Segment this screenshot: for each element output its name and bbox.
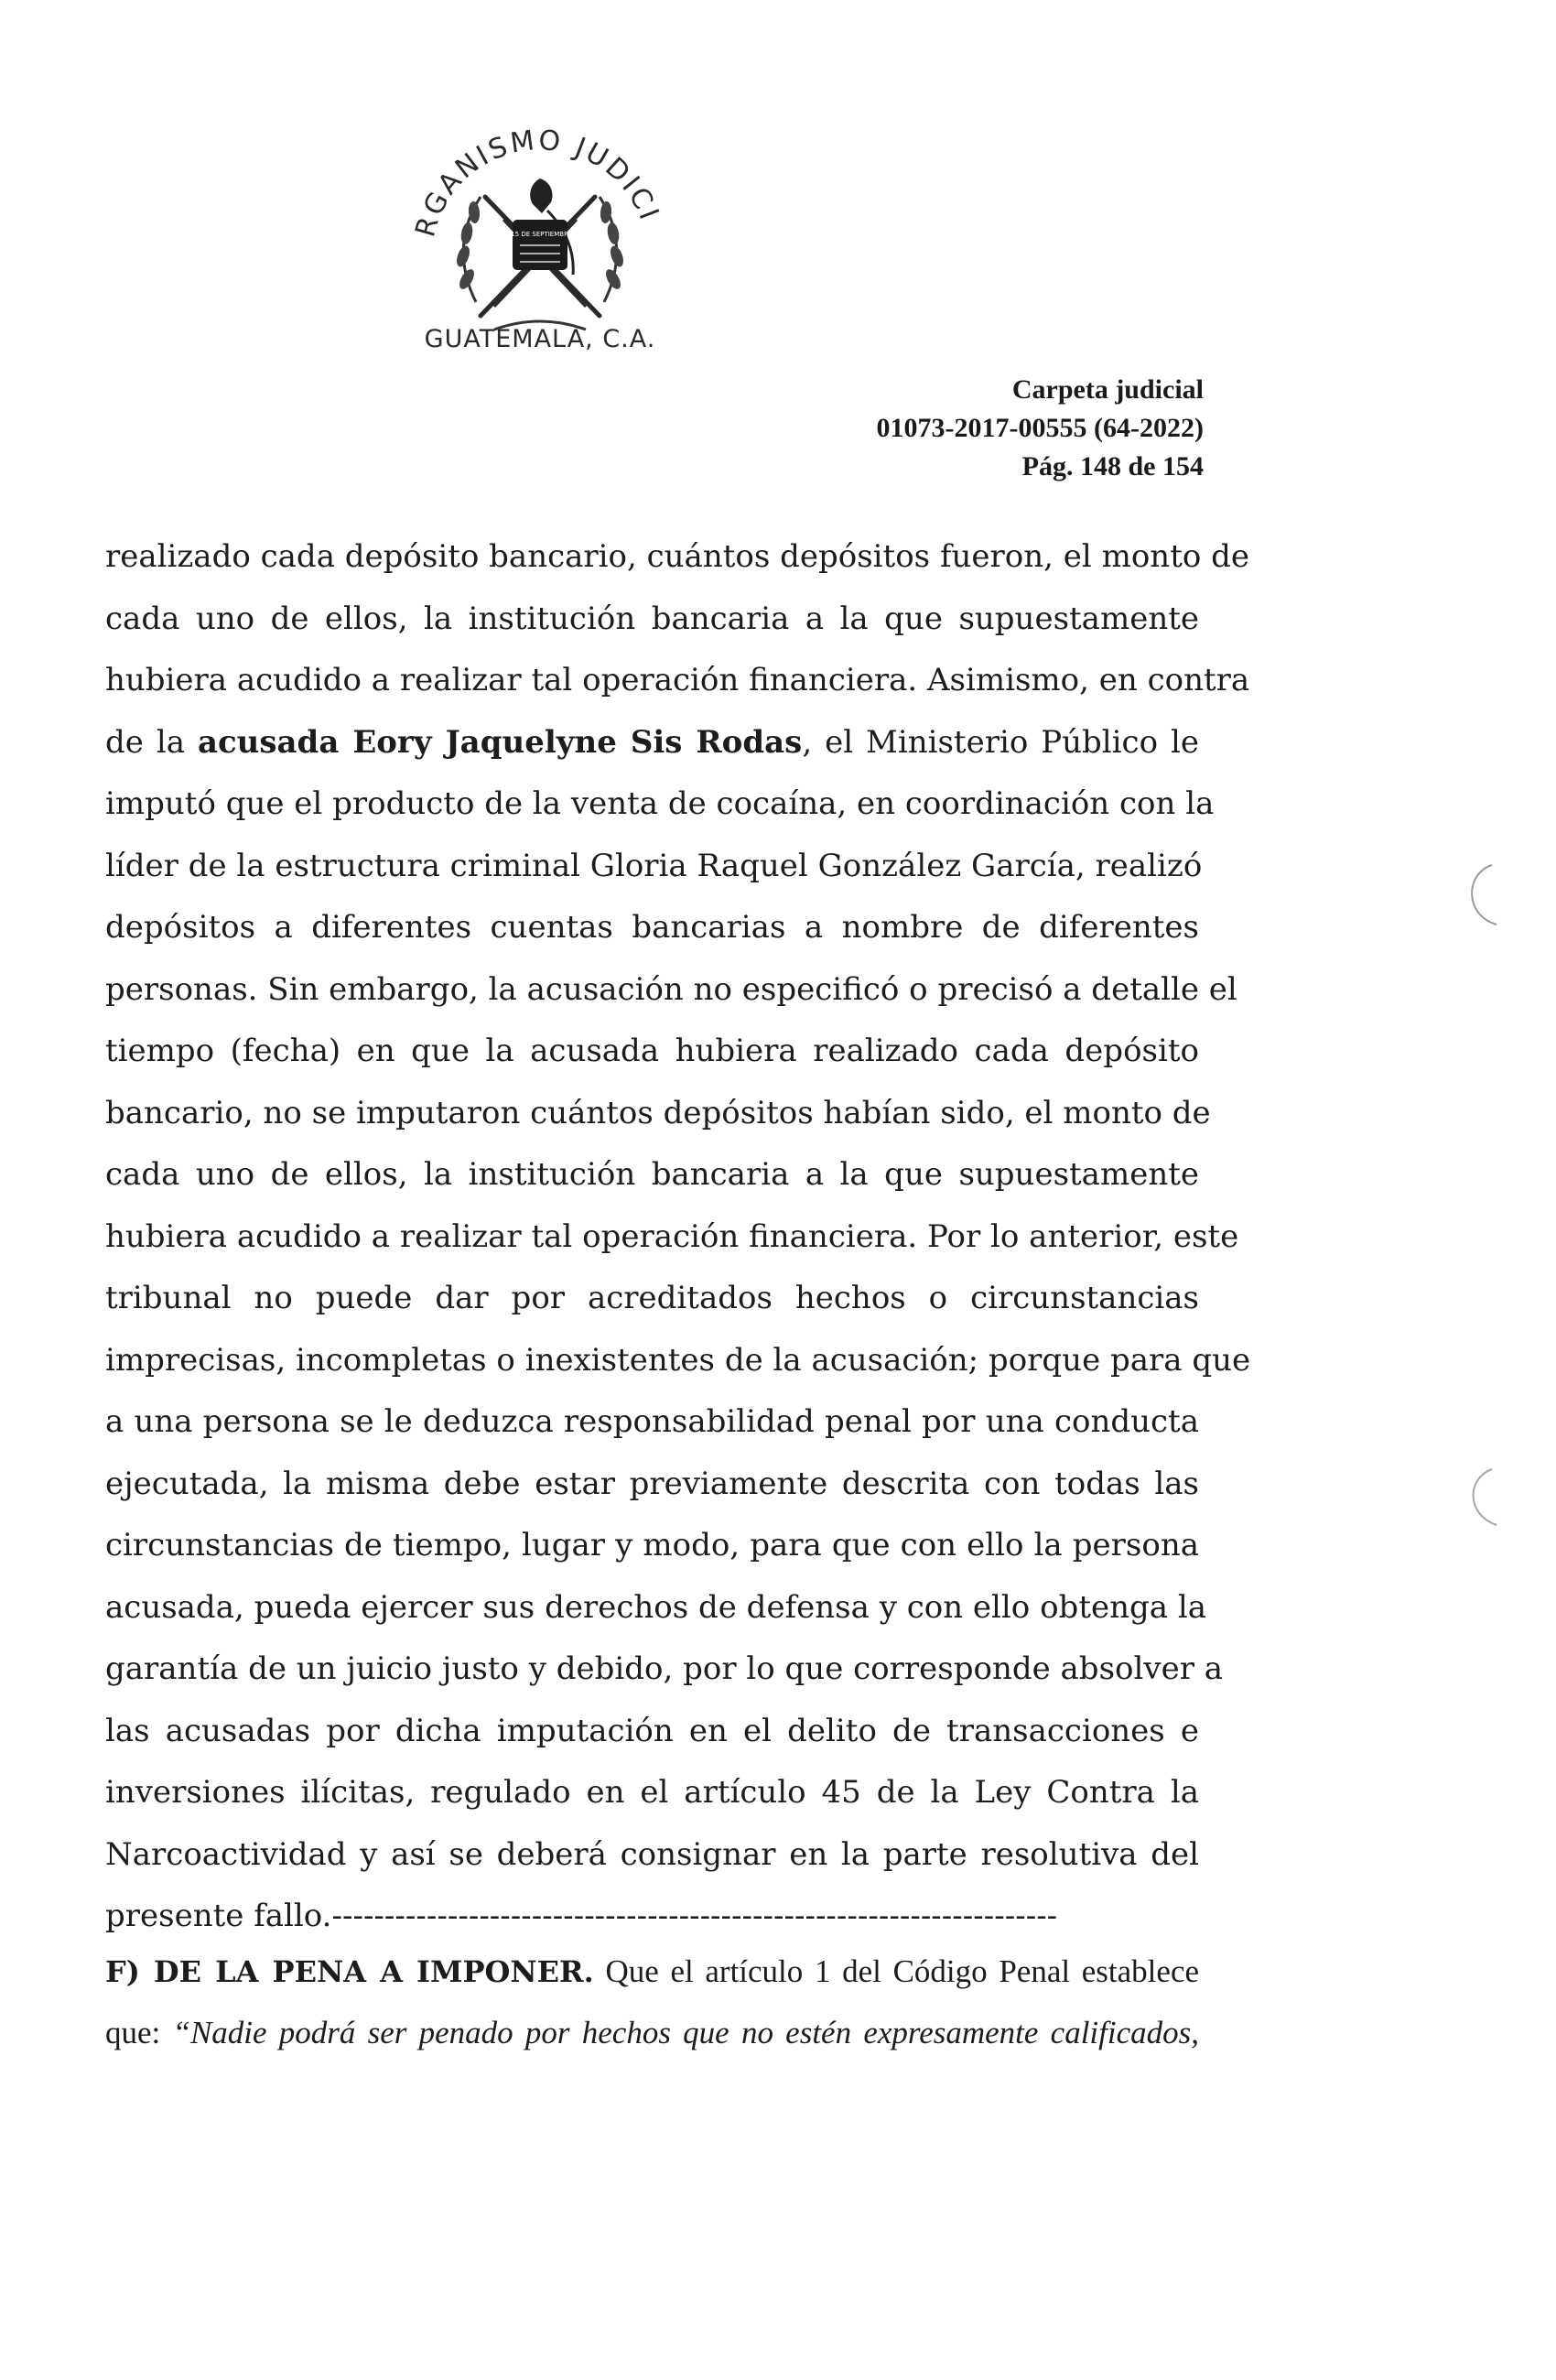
scan-mark <box>1455 1465 1510 1538</box>
text-line: Narcoactividad y así se deberá consignar en la parte resolutiva del <box>105 1835 1199 1873</box>
section-heading: F) DE LA PENA A IMPONER. <box>105 1954 594 1989</box>
seal-shield-text: LIBERTAD 15 DE SEPTIEMBRE DE 1821 <box>478 231 602 238</box>
legal-quote: “Nadie podrá ser penado por hechos que no estén expresamente calificados, <box>172 2015 1199 2050</box>
text-line: imputó que el producto de la venta de cocaína, en coordinación con la <box>105 785 1215 822</box>
section-f-line <box>105 2002 1199 2063</box>
text-fragment: que: <box>105 2015 173 2050</box>
text-line: acusada, pueda ejercer sus derechos de defensa y con ello obtenga la <box>105 1588 1206 1626</box>
case-header <box>877 371 1204 486</box>
text-line: hubiera acudido a realizar tal operación financiera. Por lo anterior, este <box>105 1217 1239 1255</box>
text-line: realizado cada depósito bancario, cuántos depósitos fueron, el monto de <box>105 538 1250 575</box>
organismo-judicial-seal <box>394 73 686 366</box>
text-line: garantía de un juicio justo y debido, por lo que corresponde absolver a <box>105 1650 1224 1687</box>
text-fragment: , el Ministerio Público le <box>802 723 1199 761</box>
case-number: 01073-2017-00555 (64-2022) <box>876 413 1204 443</box>
text-fragment: de la <box>105 723 198 761</box>
text-line: cada uno de ellos, la institución bancaria a la que supuestamente <box>105 1156 1199 1193</box>
defendant-name: acusada Eory Jaquelyne Sis Rodas <box>197 723 803 761</box>
text-line: tribunal no puede dar por acreditados hechos o circunstancias <box>105 1280 1199 1316</box>
text-line: circunstancias de tiempo, lugar y modo, para que con ello la persona <box>105 1527 1199 1563</box>
page-number: Pág. 148 de 154 <box>1021 451 1204 481</box>
text-line: cada uno de ellos, la institución bancaria a la que supuestamente <box>105 600 1199 637</box>
section-f-line <box>105 1941 1199 2002</box>
text-line: inversiones ilícitas, regulado en el artículo 45 de la Ley Contra la <box>105 1774 1199 1811</box>
text-line: ejecutada, la misma debe estar previamente descrita con todas las <box>105 1465 1199 1502</box>
text-fragment: Que el artículo 1 del Código Penal establece <box>593 1953 1200 1989</box>
text-line: tiempo (fecha) en que la acusada hubiera realizado cada depósito <box>105 1033 1199 1069</box>
text-line-with-defendant <box>105 712 1199 774</box>
seal-caption: GUATEMALA, C.A. <box>424 325 656 353</box>
text-line: las acusadas por dicha imputación en el delito de transacciones e <box>105 1712 1199 1749</box>
text-line: hubiera acudido a realizar tal operación financiera. Asimismo, en contra <box>105 662 1250 698</box>
text-line: personas. Sin embargo, la acusación no especificó o precisó a detalle el <box>105 970 1237 1008</box>
body-paragraph <box>105 526 1251 1948</box>
seal-ring-text: RGANISMO JUDICI <box>409 124 666 241</box>
text-line-closing: presente fallo.--------------------------------------------------------------------- <box>105 1898 1058 1934</box>
scan-mark <box>1455 860 1510 934</box>
text-line: líder de la estructura criminal Gloria Raquel González García, realizó <box>105 847 1203 884</box>
text-line: imprecisas, incompletas o inexistentes de la acusación; porque para que <box>105 1341 1251 1379</box>
coat-of-arms-icon <box>394 73 686 366</box>
text-line: depósitos a diferentes cuentas bancarias a nombre de diferentes <box>105 909 1199 946</box>
section-f <box>105 1941 1199 2063</box>
svg-text:ORGANISMO JUDICIAL <box>394 73 665 241</box>
case-type-label: Carpeta judicial <box>1011 374 1204 405</box>
text-line: bancario, no se imputaron cuántos depósitos habían sido, el monto de <box>105 1094 1211 1131</box>
text-line: a una persona se le deduzca responsabilidad penal por una conducta <box>105 1403 1199 1440</box>
